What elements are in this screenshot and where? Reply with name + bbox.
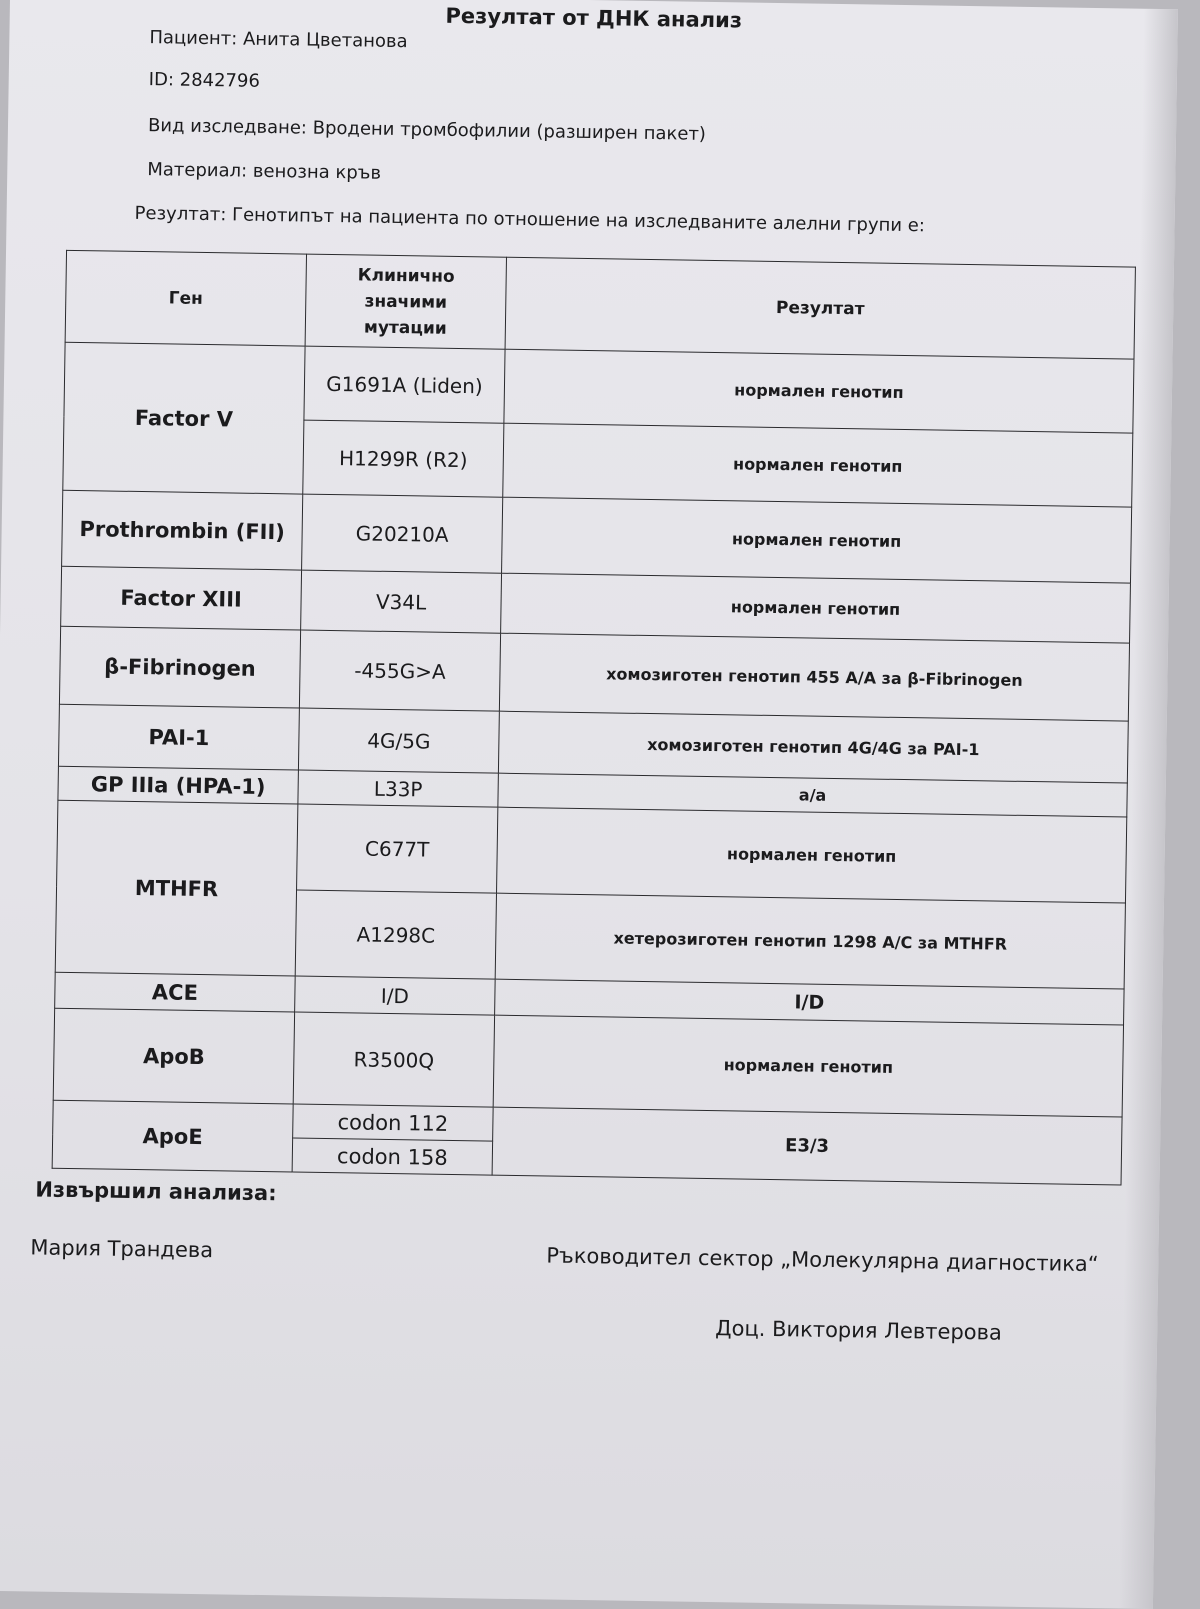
mutation-cell: C677T xyxy=(297,804,498,893)
gene-cell: β-Fibrinogen xyxy=(59,626,300,708)
result-cell: нормален генотип xyxy=(502,497,1132,583)
header-gene: Ген xyxy=(65,250,306,346)
mutation-cell: R3500Q xyxy=(293,1012,494,1107)
gene-cell: GP IIIa (HPA-1) xyxy=(58,766,299,804)
mutation-cell: G1691A (Liden) xyxy=(304,346,505,423)
document-title: Резултат от ДНК анализ xyxy=(445,3,743,33)
gene-cell: PAI-1 xyxy=(58,704,299,770)
result-cell: I/D xyxy=(495,979,1124,1025)
analyst-name: Мария Трандева xyxy=(30,1235,214,1263)
result-cell: a/a xyxy=(498,773,1127,817)
header-result: Резултат xyxy=(505,257,1135,359)
header-mutations xyxy=(305,254,506,349)
mutation-cell: I/D xyxy=(295,976,496,1015)
result-cell: хомозиготен генотип 455 A/A за β-Fibrinogen xyxy=(499,633,1129,721)
mutation-cell: G20210A xyxy=(302,494,503,573)
gene-cell: Prothrombin (FII) xyxy=(62,490,303,570)
result-cell: нормален генотип xyxy=(493,1015,1123,1117)
patient-name: Пациент: Анита Цветанова xyxy=(149,27,408,53)
results-table xyxy=(52,250,1136,1186)
mutation-cell: L33P xyxy=(298,770,499,807)
result-cell: хетерозиготен генотип 1298 A/C за MTHFR xyxy=(495,893,1125,989)
mutation-cell: H1299R (R2) xyxy=(303,420,504,497)
mutation-cell: -455G>A xyxy=(299,630,500,711)
result-cell: нормален генотип xyxy=(497,807,1127,903)
study-type: Вид изследване: Вродени тромбофилии (разширен пакет) xyxy=(147,115,707,145)
patient-id: ID: 2842796 xyxy=(148,69,261,92)
performed-by-label: Извършил анализа: xyxy=(35,1177,277,1206)
gene-cell: ApoE xyxy=(52,1100,293,1172)
table-header-row xyxy=(65,250,1135,359)
mutation-cell: codon 158 xyxy=(292,1138,493,1175)
page-edge-shadow xyxy=(1119,9,1178,1609)
mutation-cell: A1298C xyxy=(295,890,496,979)
mutation-cell: V34L xyxy=(301,570,502,633)
mutation-cell: codon 112 xyxy=(293,1104,494,1141)
head-name: Доц. Виктория Левтерова xyxy=(715,1316,1003,1345)
table-row xyxy=(53,1008,1123,1117)
table-row xyxy=(57,800,1127,903)
gene-cell: ACE xyxy=(55,972,296,1012)
gene-cell: ApoB xyxy=(53,1008,294,1104)
result-cell: хомозиготен генотип 4G/4G за PAI-1 xyxy=(498,711,1128,783)
result-cell: E3/3 xyxy=(492,1107,1122,1185)
header-mutations-line: мутации xyxy=(363,317,447,339)
table-row xyxy=(64,342,1134,433)
result-intro: Резултат: Генотипът на пациента по отношение на изследваните алелни групи е: xyxy=(134,202,926,237)
result-cell: нормален генотип xyxy=(504,349,1134,433)
gene-cell: Factor V xyxy=(63,342,305,494)
material: Материал: венозна кръв xyxy=(147,159,382,184)
gene-cell: MTHFR xyxy=(55,800,298,976)
header-mutations-line: Клинично xyxy=(357,264,455,287)
result-cell: нормален генотип xyxy=(501,573,1131,643)
result-cell: нормален генотип xyxy=(503,423,1133,507)
header-mutations-line: значими xyxy=(364,291,448,313)
gene-cell: Factor XIII xyxy=(61,566,302,630)
mutation-cell: 4G/5G xyxy=(298,708,499,773)
head-title: Ръководител сектор „Молекулярна диагностика“ xyxy=(546,1243,1099,1277)
